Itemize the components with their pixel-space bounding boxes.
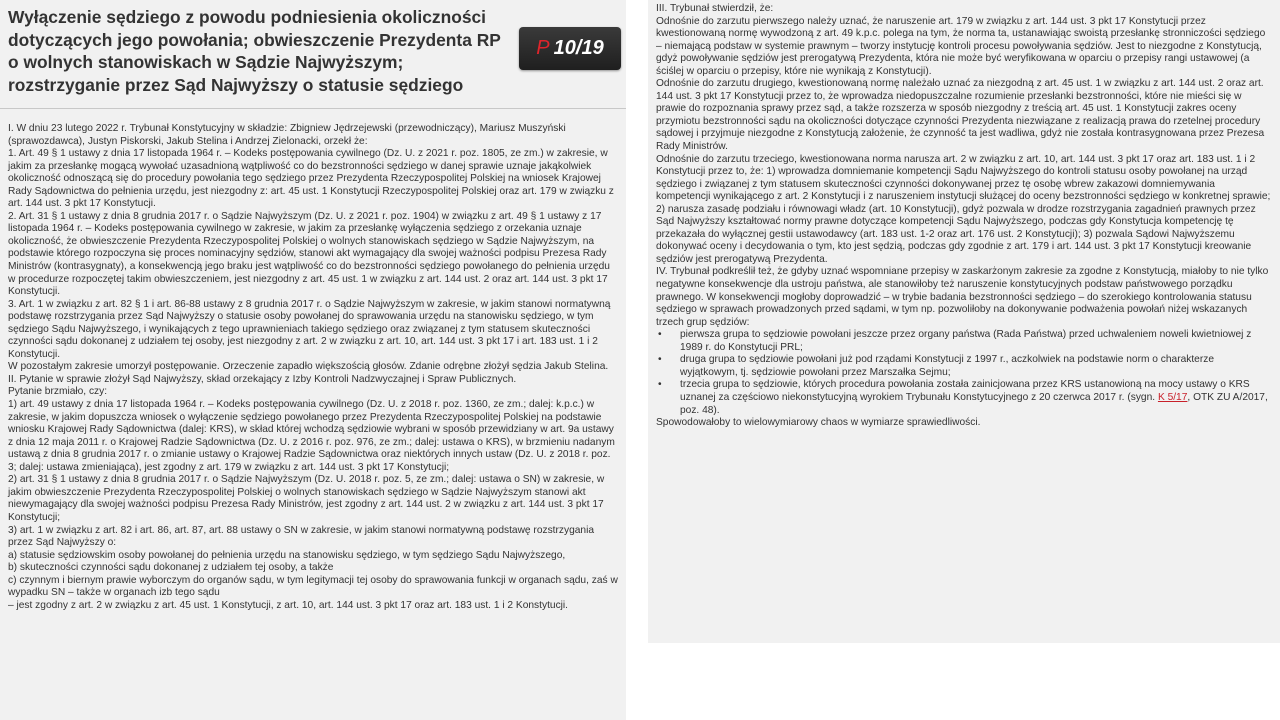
paragraph: I. W dniu 23 lutego 2022 r. Trybunał Konstytucyjny w składzie: Zbigniew Jędrzejewski (przewodniczący), Mariusz Muszyński (sprawozdawca), Justyn Piskorski, Jakub Stelina i Andrzej Zielonacki, orzekł że: [8, 123, 566, 147]
right-text-body [648, 0, 1280, 430]
paragraph: – jest zgodny z art. 2 w związku z art. 45 ust. 1 Konstytucji, z art. 10, art. 144 ust. 3 pkt 17 oraz art. 183 ust. 1 i 2 Konstytucji. [8, 599, 569, 611]
list-item-text: druga grupa to sędziowie powołani już pod rządami Konstytucji z 1997 r., aczkolwiek na podstawie norm o charakterze wyjątkowym, tj. sędziowie powołani przez Marszałka Sejmu; [680, 354, 1214, 378]
paragraph: II. Pytanie w sprawie złożył Sąd Najwyższy, skład orzekający z Izby Kontroli Nadzwyczajnej i Spraw Publicznych. [8, 373, 517, 385]
list-item-text-end: , OTK ZU A/2017, poz. 48). [680, 391, 1268, 416]
right-slide-panel [648, 0, 1280, 643]
left-text-body [0, 109, 626, 612]
badge-letter: P [536, 37, 550, 59]
left-slide-panel [0, 0, 626, 720]
paragraph: 2. Art. 31 § 1 ustawy z dnia 8 grudnia 2017 r. o Sądzie Najwyższym (Dz. U. z 2021 r. poz. 1904) w związku z art. 49 § 1 ustawy z 17 listopada 1964 r. – Kodeks postępowania cywilnego w zakresie, w jakim za przesłankę wyłączenia sędziego z orzekania uznaje okoliczność, że obwieszczenie Prezydenta Rzeczypospolitej Polskiej o wolnych stanowiskach sędziego w Sądzie Najwyższym, na podstawie którego rozpoczyna się proces nominacyjny sędziów, stanowi akt wymagający dla swojej ważności podpisu Prezesa Rady Ministrów (kontrasygnaty), a konsekwencją jego braku jest wątpliwość co do bezstronności sędziego powołanego do pełnienia urzędu w procedurze rozpoczętej takim obwieszczeniem, jest niezgodny z art. 45 ust. 1 w związku z art. 144 ust. 2 oraz art. 144 ust. 3 pkt 17 Konstytucji. [8, 210, 610, 298]
list-item [656, 379, 1272, 417]
paragraph: Odnośnie do zarzutu drugiego, kwestionowaną normę należało uznać za niezgodną z art. 45 ust. 1 w związku z art. 144 ust. 2 oraz art. 144 ust. 3 pkt 17 Konstytucji przez to, że wprowadza niedopuszczalne rozumienie przesłanki bezstronności, które nie mieści się w prawie do rozpoznania sprawy przez sąd, a także rozszerza w sposób niezgodny z treścią art. 45 ust. 1 Konstytucji zakres oceny przymiotu bezstronności sądu na okoliczności dotyczące czynności Prezydenta niezwiązane z realizacją prawa do rzetelnej procedury sądowej i przyjmuje niezgodne z Konstytucją założenie, że czynność ta jest wadliwa, gdyż nie została kontrasygnowana przez Prezesa Rady Ministrów. [656, 78, 1265, 153]
paragraph: c) czynnym i biernym prawie wyborczym do organów sądu, w tym legitymacji tej osoby do sprawowania funkcji w organach sądu, zaś w wypadku SN – także w organach izb tego sądu [8, 574, 618, 599]
closing-paragraph: Spowodowałoby to wielowymiarowy chaos w wymiarze sprawiedliwości. [656, 417, 981, 429]
list-item-text: pierwsza grupa to sędziowie powołani jeszcze przez organy państwa (Rada Państwa) przed uchwaleniem noweli kwietniowej z 1989 r. do Konstytucji PRL; [680, 329, 1252, 353]
paragraph: 2) art. 31 § 1 ustawy z dnia 8 grudnia 2017 r. o Sądzie Najwyższym (Dz. U. 2018 r. poz. 5, ze zm.; dalej: ustawa o SN) w zakresie, w jakim obwieszczenie Prezydenta Rzeczypospolitej Polskiej o wolnych stanowiskach sędziego w Sądzie Najwyższym stanowi akt niewymagający dla swojej ważności podpisu Prezesa Rady Ministrów, jest zgodny z art. 144 ust. 2 w związku z art. 144 ust. 3 pkt 17 Konstytucji; [8, 474, 605, 523]
paragraph: 3) art. 1 w związku z art. 82 i art. 86, art. 87, art. 88 ustawy o SN w zakresie, w jakim stanowi normatywną podstawę rozstrzygania przez Sąd Najwyższy o: [8, 524, 595, 549]
paragraph: b) skuteczności czynności sądu dokonanej z udziałem tej osoby, a także [8, 562, 334, 574]
paragraph: 3. Art. 1 w związku z art. 82 § 1 i art. 86-88 ustawy z 8 grudnia 2017 r. o Sądzie Najwyższym w zakresie, w jakim stanowi normatywną podstawę rozstrzygania przez Sąd Najwyższy o statusie osoby powołanej do sprawowania urzędu na stanowisku sędziego, w tym sędziego Sądu Najwyższego, i wynikających z tego uprawnieniach takiego sędziego oraz związanej z tym statusem skuteczności czynności sądu dokonanej z udziałem tej osoby, jest niezgodny z art. 2 w związku z art. 10, art. 144 ust. 3 pkt 17 i art. 183 ust. 1 i 2 Konstytucji. [8, 298, 611, 360]
paragraph: IV. Trybunał podkreślił też, że gdyby uznać wspomniane przepisy w zaskarżonym zakresie za zgodne z Konstytucją, miałoby to nie tylko negatywne konsekwencje dla ustroju państwa, ale stanowiłoby też naruszenie konstytucyjnych podstaw państwowego porządku prawnego. W konsekwencji mogłoby doprowadzić – w trybie badania bezstronności sędziego – do szerokiego kontrolowania statusu sędziego w sprawach prowadzonych przed sądami, w tym np. pozwoliłoby na dokonywanie podważenia powołań niżej wskazanych trzech grup sędziów: [656, 266, 1269, 328]
page-counter-badge [519, 27, 621, 70]
paragraph: 1) art. 49 ustawy z dnia 17 listopada 1964 r. – Kodeks postępowania cywilnego (Dz. U. z 2018 r. poz. 1360, ze zm.; dalej: k.p.c.) w zakresie, w jakim dopuszcza wniosek o wyłączenie sędziego powołanego przez Prezydenta Rzeczypospolitej Polskiej na podstawie wniosku Krajowej Rady Sądownictwa (dalej: KRS), w skład której wchodzą sędziowie wybrani w sposób przewidziany w art. 9a ustawy z dnia 12 maja 2011 r. o Krajowej Radzie Sądownictwa (Dz. U. z 2016 r. poz. 976, ze zm.; dalej: ustawa o KRS), w brzmieniu nadanym ustawą z dnia 8 grudnia 2017 r. o zmianie ustawy o Krajowej Radzie Sądownictwa oraz niektórych innych ustaw (Dz. U. z 2018 r. poz. 3; dalej: ustawa zmieniająca), jest zgodny z art. 179 w związku z art. 144 ust. 3 pkt 17 Konstytucji; [8, 399, 615, 473]
paragraph: 1. Art. 49 § 1 ustawy z dnia 17 listopada 1964 r. – Kodeks postępowania cywilnego (Dz. U. z 2021 r. poz. 1805, ze zm.) w zakresie, w jakim za przesłankę mogącą wywołać uzasadnioną wątpliwość co do bezstronności sędziego w danej sprawie uznaje jakąkolwiek okoliczność odnoszącą się do procedury powołania tego sędziego przez Prezydenta Rzeczypospolitej Polskiej na wniosek Krajowej Rady Sądownictwa do pełnienia urzędu, jest niezgodny z: art. 45 ust. 1 Konstytucji Rzeczypospolitej Polskiej oraz art. 179 w związku z art. 144 ust. 3 pkt 17 Konstytucji. [8, 148, 614, 210]
list-item-text-start: trzecia grupa to sędziowie, których procedura powołania została zainicjowana przez KRS ustanowioną na mocy ustawy o KRS uznanej za częściowo niekonstytucyjną wyrokiem Trybunału Konstytucyjnego z 20 czerwca 2017 r. (sygn. [680, 379, 1250, 403]
case-reference-link[interactable]: K 5/17 [1157, 391, 1188, 403]
slide-header [0, 0, 626, 108]
slide-title: Wyłączenie sędziego z powodu podniesienia okoliczności dotyczących jego powołania; obwieszczenie Prezydenta RP o wolnych stanowiskach w Sądzie Najwyższym; rozstrzyganie przez Sąd Najwyższy o statusie sędziego [8, 7, 501, 95]
list-item [656, 329, 1272, 354]
paragraph: III. Trybunał stwierdził, że: [656, 3, 774, 14]
paragraph: Pytanie brzmiało, czy: [8, 386, 108, 398]
list-item-text [680, 379, 1272, 417]
paragraph: a) statusie sędziowskim osoby powołanej do pełnienia urzędu na stanowisku sędziego, w tym sędziego Sądu Najwyższego, [8, 549, 566, 561]
page-counter-text: 10/19 [553, 37, 604, 59]
bullet-icon: • [658, 354, 662, 366]
paragraph: Odnośnie do zarzutu pierwszego należy uznać, że naruszenie art. 179 w związku z art. 144 ust. 3 pkt 17 Konstytucji przez kwestionowaną normę wywodzoną z art. 49 k.p.c. polega na tym, że norma ta, ustanawiając swoistą przesłankę stronniczości sędziego – niemającą podstaw w systemie prawnym – tworzy instytucję kontroli procesu powoływania sędziów. Jest to niezgodne z Konstytucją, gdyż powoływanie sędziów jest prerogatywą Prezydenta, która nie może być weryfikowana w oparciu o przepisy rangi ustawowej (a ściślej w oparciu o przepisy, które nie wynikają z Konstytucji). [656, 15, 1266, 77]
list-item [656, 354, 1272, 379]
bullet-icon: • [658, 329, 662, 341]
paragraph: W pozostałym zakresie umorzył postępowanie. Orzeczenie zapadło większością głosów. Zdanie odrębne złożył sędzia Jakub Stelina. [8, 361, 609, 373]
bullet-icon: • [658, 379, 662, 391]
paragraph: Odnośnie do zarzutu trzeciego, kwestionowana norma narusza art. 2 w związku z art. 10, art. 144 ust. 3 pkt 17 oraz art. 183 ust. 1 i 2 Konstytucji przez to, że: 1) wprowadza domniemanie kompetencji Sądu Najwyższego do kontroli statusu osoby powołanej na urząd sędziego i związanej z tym statusem skuteczności czynności dokonywanej przez tę osobę wbrew zakazowi domniemywania kompetencji wynikającego z art. 2 Konstytucji i z naruszeniem instytucji służącej do oceny bezstronności sędziego w konkretnej sprawie; 2) narusza zasadę podziału i równowagi władz (art. 10 Konstytucji), gdyż pozwala w drodze rozstrzygania zagadnień prawnych przez Sąd Najwyższy kształtować normy prawne dotyczące kompetencji Sądu Najwyższego, podczas gdy Konstytucja kompetencję tę przekazała do wyłącznej gestii ustawodawcy (art. 183 ust. 1-2 oraz art. 176 ust. 2 Konstytucji); 3) pozwala Sądowi Najwyższemu dokonywać oceny i decydowania o tym, kto jest sędzią, podczas gdy zgodnie z art. 179 i art. 144 ust. 3 pkt 17 Konstytucji kreowanie sędziów jest prerogatywą Prezydenta. [656, 153, 1271, 265]
